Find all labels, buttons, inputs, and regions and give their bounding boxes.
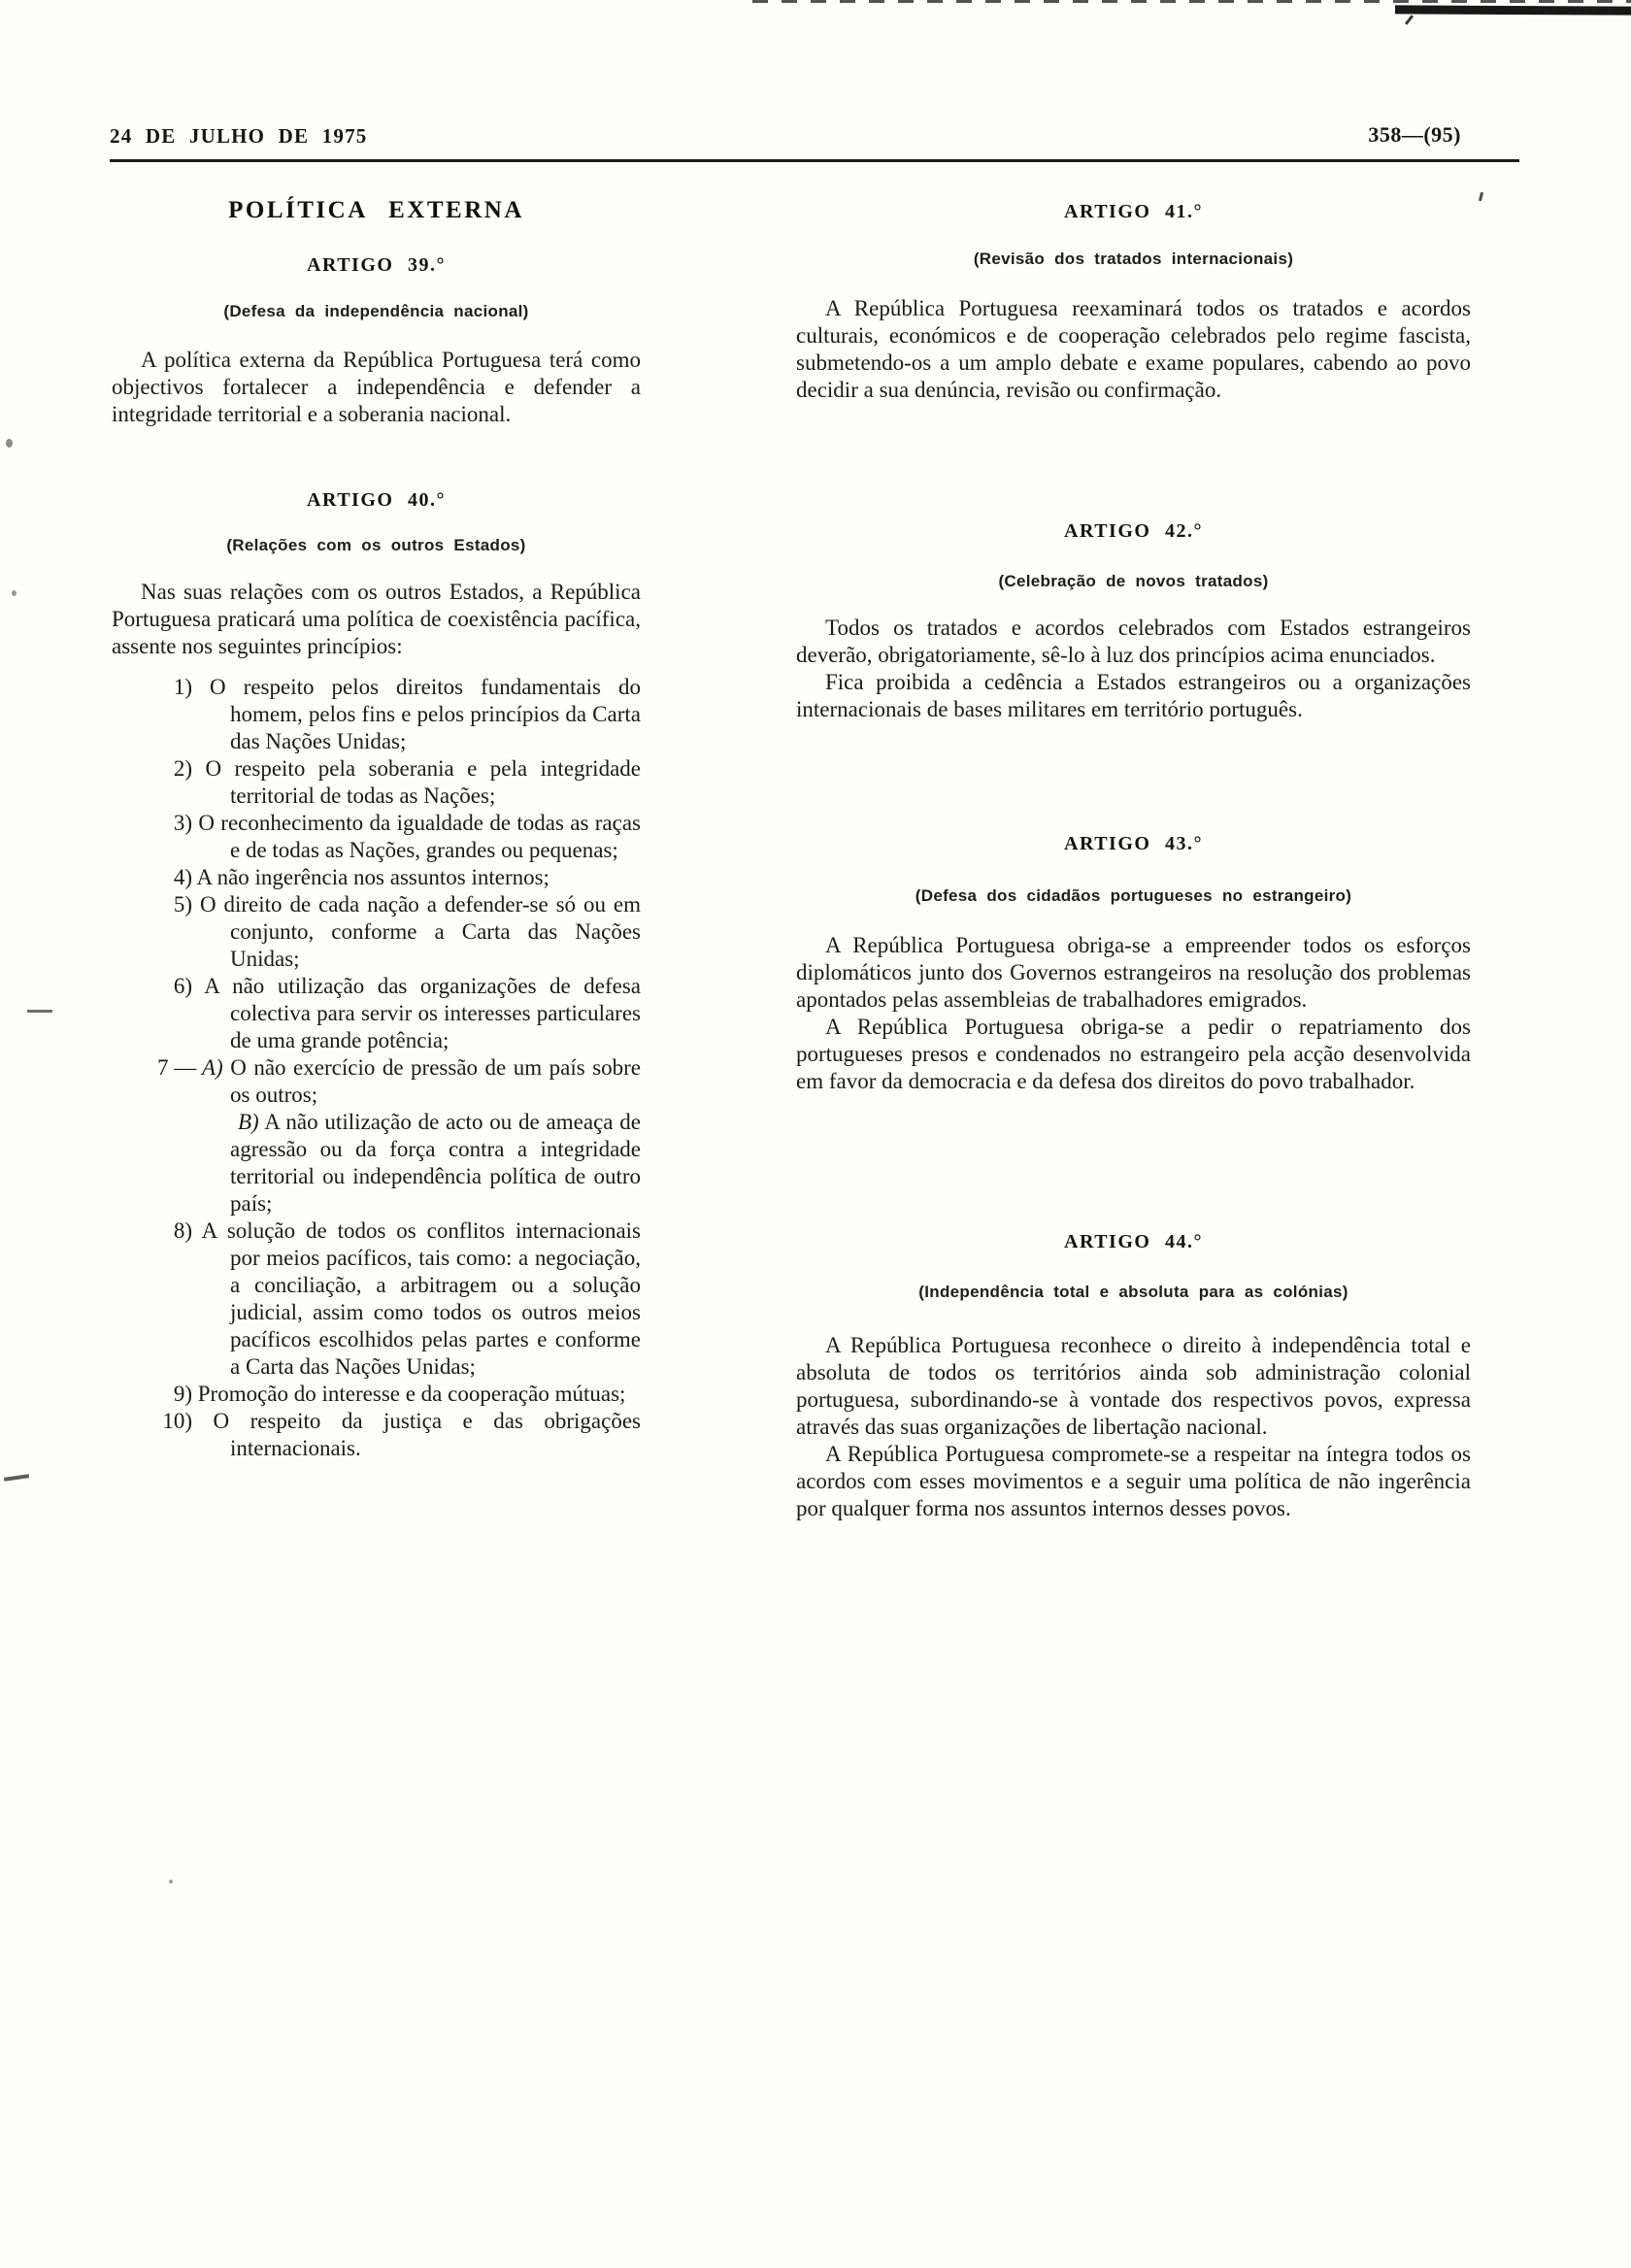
article-42-body <box>796 615 1471 723</box>
list-item-text: O respeito pela soberania e pela integridade territorial de todas as Nações; <box>205 756 641 808</box>
article-39-body <box>112 347 641 428</box>
list-item-number: 8) <box>173 1218 192 1243</box>
paragraph: A República Portuguesa obriga-se a pedir o repatriamento dos portugueses presos e condenados no estrangeiro pela acção desenvolvida em favor da democracia e da defesa dos direitos do povo trabalhador. <box>796 1015 1471 1093</box>
scan-artifact-corner-tick <box>1405 15 1414 25</box>
article-44-heading: ARTIGO 44.° <box>1064 1231 1203 1252</box>
list-item-text: O reconhecimento da igualdade de todas as raças e de todas as Nações, grandes ou pequenas; <box>198 811 641 862</box>
list-item <box>112 1381 641 1408</box>
article-42-heading: ARTIGO 42.° <box>1064 520 1203 542</box>
article-41-body <box>796 295 1471 404</box>
list-item-number: 4) <box>173 865 192 889</box>
list-item-text: O respeito da justiça e das obrigações internacionais. <box>213 1409 641 1460</box>
article-39-subtitle: (Defesa da independência nacional) <box>223 302 529 320</box>
list-item <box>112 1217 641 1381</box>
article-44-body <box>796 1332 1471 1522</box>
header-rule <box>110 159 1519 162</box>
list-item-number: 1) <box>173 675 192 699</box>
list-item-text: O respeito pelos direitos fundamentais do homem, pelos fins e pelos princípios da Carta das Nações Unidas; <box>210 675 641 753</box>
article-42-subtitle: (Celebração de novos tratados) <box>998 572 1269 590</box>
list-item-number: 6) <box>173 974 192 998</box>
article-41-heading: ARTIGO 41.° <box>1064 201 1203 222</box>
paragraph: A República Portuguesa reexaminará todos os tratados e acordos culturais, económicos e de cooperação celebrados pelo regime fascista, submetendo-os a um amplo debate e exame populares, cabendo ao povo decidir a sua denúncia, revisão ou confirmação. <box>796 296 1471 402</box>
article-40-subtitle: (Relações com os outros Estados) <box>226 536 526 554</box>
paragraph: Todos os tratados e acordos celebrados com Estados estrangeiros deverão, obrigatoriamente, sê-lo à luz dos princípios acima enunciados. <box>796 616 1471 667</box>
list-item-number: 2) <box>173 756 192 781</box>
list-item-text: A não utilização de acto ou de ameaça de agressão ou da força contra a integridade territorial ou independência política de outro país; <box>230 1110 642 1216</box>
article-40-intro <box>112 579 641 660</box>
list-item <box>112 1408 641 1462</box>
list-item-number: 7 — A) <box>157 1055 223 1080</box>
paragraph: Nas suas relações com os outros Estados, a República Portuguesa praticará uma política de coexistência pacífica, assente nos seguintes princípios: <box>112 580 641 658</box>
article-43-heading: ARTIGO 43.° <box>1064 833 1203 854</box>
list-item-number: 3) <box>173 811 192 835</box>
list-item <box>112 1109 641 1217</box>
list-item-number: 5) <box>173 892 192 917</box>
paragraph: A República Portuguesa reconhece o direito à independência total e absoluta de todos os territórios ainda sob administração colonial portuguesa, subordinando-se à vontade dos respectivos povos, expressa através das suas organizações de libertação nacional. <box>796 1333 1471 1439</box>
scan-artifact-top-dashes <box>752 0 1631 3</box>
scan-artifact-speck <box>169 1880 173 1884</box>
article-40-principles-list <box>112 674 641 1462</box>
article-43-body <box>796 932 1471 1095</box>
list-item <box>112 755 641 810</box>
list-item <box>112 1054 641 1109</box>
paragraph: Fica proibida a cedência a Estados estrangeiros ou a organizações internacionais de bases militares em território português. <box>796 670 1471 721</box>
scan-artifact-speck <box>6 439 13 448</box>
list-item-number: 10) <box>162 1409 192 1433</box>
article-39-heading: ARTIGO 39.° <box>307 254 446 276</box>
list-item-text: Promoção do interesse e da cooperação mútuas; <box>197 1382 626 1406</box>
list-item <box>112 973 641 1054</box>
page-number: 358—(95) <box>1368 122 1461 147</box>
paragraph: A República Portuguesa compromete-se a respeitar na íntegra todos os acordos com esses movimentos e a seguir uma política de não ingerência por qualquer forma nos assuntos internos desses povos. <box>796 1442 1471 1520</box>
list-item-text: O não exercício de pressão de um país sobre os outros; <box>230 1055 642 1107</box>
scan-artifact-mark <box>4 1474 29 1482</box>
scan-artifact-corner-bar <box>1395 5 1631 15</box>
scan-artifact-speck <box>12 590 17 596</box>
section-title: POLÍTICA EXTERNA <box>228 197 524 223</box>
list-item-number: 9) <box>173 1382 192 1406</box>
list-item-text: A não utilização das organizações de defesa colectiva para servir os interesses particulares de uma grande potência; <box>204 974 641 1052</box>
list-item-text: O direito de cada nação a defender-se só ou em conjunto, conforme a Carta das Nações Unidas; <box>199 892 641 971</box>
scan-artifact-mark <box>27 1010 52 1013</box>
list-item-number: B) <box>238 1110 259 1134</box>
list-item <box>112 864 641 891</box>
list-item-text: A não ingerência nos assuntos internos; <box>196 865 549 889</box>
paragraph: A política externa da República Portuguesa terá como objectivos fortalecer a independência e defender a integridade territorial e a soberania nacional. <box>112 348 641 426</box>
paragraph: A República Portuguesa obriga-se a empreender todos os esforços diplomáticos junto dos Governos estrangeiros na resolução dos problemas apontados pelas assembleias de trabalhadores emigrados. <box>796 933 1471 1012</box>
page-date: 24 DE JULHO DE 1975 <box>110 124 368 148</box>
scan-artifact-mark <box>1479 192 1483 201</box>
list-item <box>112 891 641 973</box>
article-44-subtitle: (Independência total e absoluta para as colónias) <box>918 1283 1348 1301</box>
list-item-text: A solução de todos os conflitos internacionais por meios pacíficos, tais como: a negociação, a conciliação, a arbitragem ou a solução judicial, assim como todos os outros meios pacíficos escolhidos pelas partes e conforme a Carta das Nações Unidas; <box>201 1218 642 1379</box>
list-item <box>112 810 641 864</box>
article-43-subtitle: (Defesa dos cidadãos portugueses no estrangeiro) <box>915 886 1352 905</box>
article-40-heading: ARTIGO 40.° <box>307 489 446 511</box>
article-41-subtitle: (Revisão dos tratados internacionais) <box>973 250 1294 268</box>
list-item <box>112 674 641 755</box>
